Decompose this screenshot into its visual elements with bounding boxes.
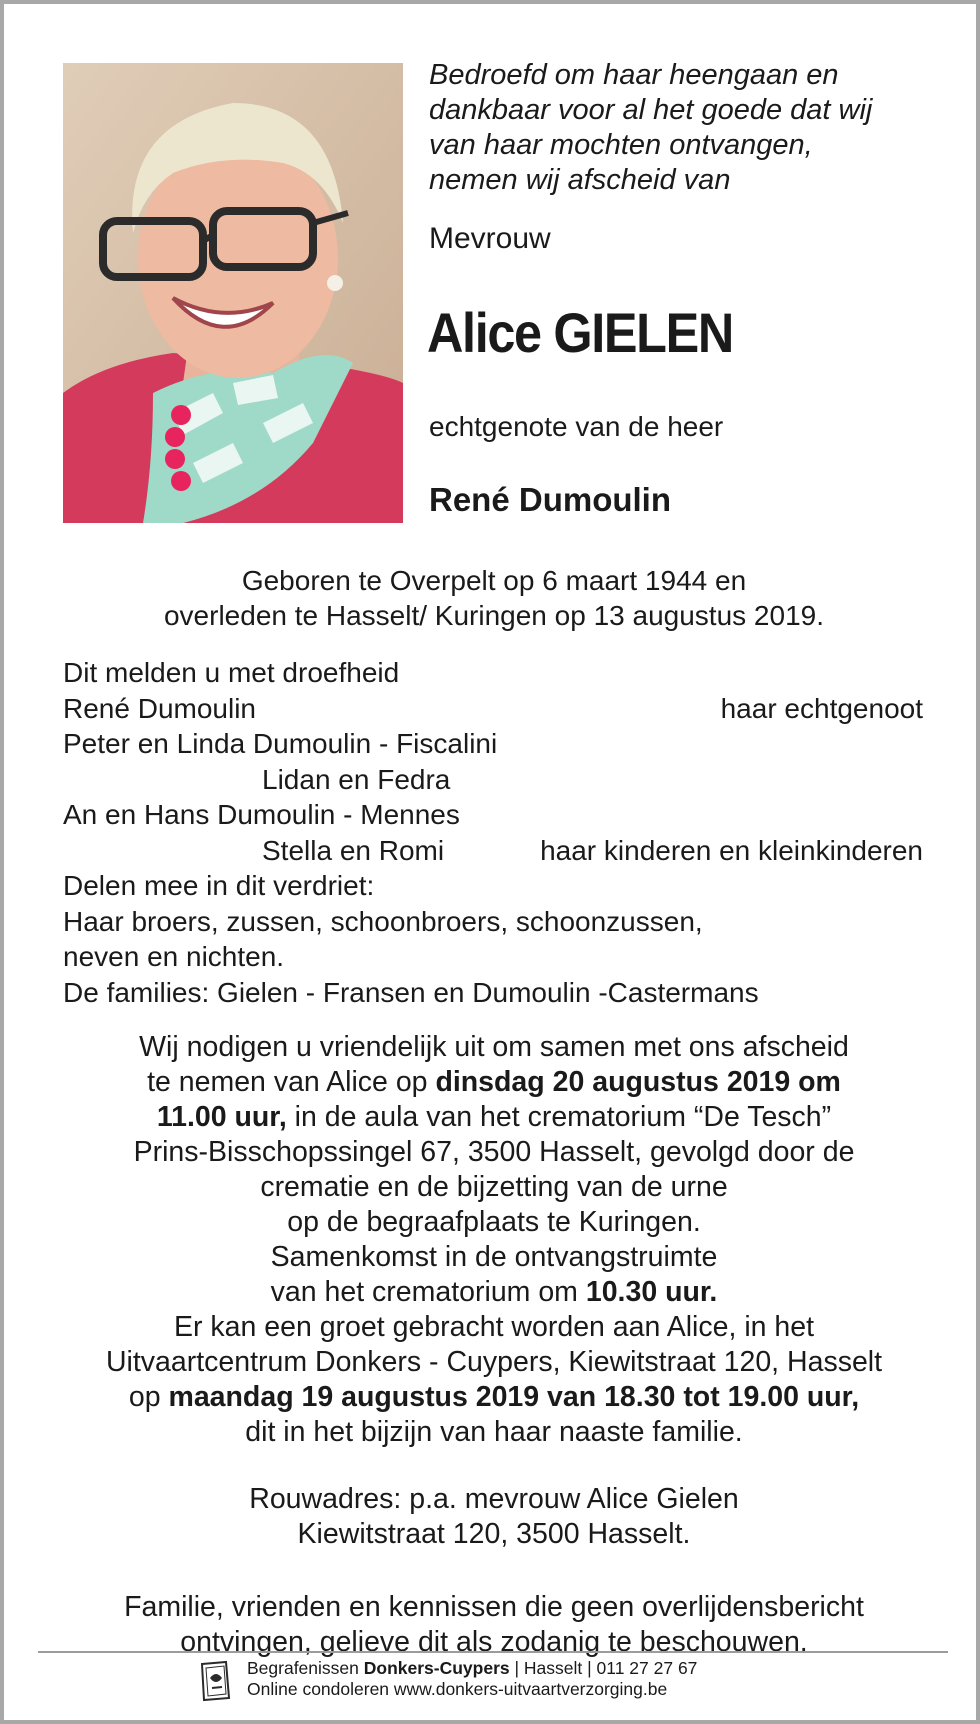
ceremony-time: 11.00 uur, [156, 1101, 287, 1133]
invitation-line [34, 1065, 954, 1100]
grandchildren-entry: Stella en Romi [262, 834, 445, 866]
footer-contact [247, 1658, 697, 1700]
family-row-grandchildren [63, 833, 923, 869]
closing-line: ontvingen, gelieve dit als zodanig te beschouwen. [180, 1626, 808, 1658]
visitation-datetime: maandag 19 augustus 2019 van 18.30 tot 19.00 uur, [168, 1381, 860, 1413]
share-intro [63, 868, 923, 904]
invitation-line: Er kan een groet gebracht worden aan Alice, in het [173, 1311, 815, 1343]
family-intro-text: Dit melden u met droefheid [63, 657, 400, 688]
intro-line: dankbaar voor al het goede dat wij [429, 94, 873, 126]
footer-label: Begrafenissen [247, 1658, 364, 1678]
family-row-child [63, 726, 923, 762]
family-list [63, 655, 923, 1010]
funeral-home-logo-icon [196, 1660, 232, 1702]
invitation-line: op de begraafplaats te Kuringen. [287, 1206, 701, 1238]
closing-note [34, 1590, 954, 1660]
footer-location-phone: | Hasselt | 011 27 27 67 [509, 1658, 698, 1678]
intro-line: nemen wij afscheid van [429, 164, 731, 196]
footer-divider [38, 1651, 948, 1653]
spouse-name: René Dumoulin [429, 481, 672, 518]
families-text: De families: Gielen - Fransen en Dumoulin -Castermans [63, 976, 759, 1008]
closing-line: Familie, vrienden en kennissen die geen overlijdensbericht [124, 1591, 864, 1623]
grandchildren-entry: Lidan en Fedra [262, 763, 451, 795]
gathering-time: 10.30 uur. [585, 1276, 718, 1308]
share-intro-text: Delen mee in dit verdriet: [63, 870, 375, 901]
portrait-illustration [63, 63, 403, 523]
footer-website[interactable]: Online condoleren www.donkers-uitvaartverzorging.be [247, 1679, 668, 1699]
intro-line: van haar mochten ontvangen, [429, 129, 813, 161]
invitation-line: Prins-Bisschopssingel 67, 3500 Hasselt, gevolgd door de [133, 1136, 855, 1168]
invitation-line: Uitvaartcentrum Donkers - Cuypers, Kiewitstraat 120, Hasselt [105, 1346, 883, 1378]
spouse-role: haar echtgenoot [720, 692, 923, 724]
death-line: overleden te Hasselt/ Kuringen op 13 augustus 2019. [163, 600, 824, 631]
ceremony-date: dinsdag 20 augustus 2019 om [435, 1066, 841, 1098]
intro-line: Bedroefd om haar heengaan en [429, 59, 839, 91]
deceased-name: Alice GIELEN [427, 301, 733, 364]
address-line: Rouwadres: p.a. mevrouw Alice Gielen [249, 1483, 739, 1515]
invitation-line: crematie en de bijzetting van de urne [260, 1171, 728, 1203]
funeral-home-name: Donkers-Cuypers [363, 1658, 510, 1678]
relatives-text: neven en nichten. [63, 941, 285, 972]
relatives-text: Haar broers, zussen, schoonbroers, schoonzussen, [63, 905, 703, 937]
invitation-part: in de aula van het crematorium “De Tesch” [286, 1101, 832, 1133]
address-line: Kiewitstraat 120, 3500 Hasselt. [297, 1518, 691, 1550]
birth-death-info [34, 563, 954, 633]
family-intro [63, 655, 923, 691]
child-entry: An en Hans Dumoulin - Mennes [63, 799, 460, 830]
portrait-photo [63, 63, 403, 523]
family-row-spouse [63, 691, 923, 727]
invitation-line: dit in het bijzijn van haar naaste familie. [245, 1416, 743, 1448]
invitation-line: Wij nodigen u vriendelijk uit om samen met ons afscheid [139, 1031, 849, 1063]
invitation-part: te nemen van Alice op [147, 1066, 436, 1098]
family-row-grandchildren [63, 762, 923, 798]
invitation-line: Samenkomst in de ontvangstruimte [270, 1241, 718, 1273]
spouse-entry: René Dumoulin [63, 692, 256, 724]
intro-text [429, 58, 949, 198]
invitation-line [34, 1275, 954, 1310]
relatives-line [63, 939, 923, 975]
mourning-address [34, 1482, 954, 1552]
honorific: Mevrouw [429, 222, 551, 255]
birth-line: Geboren te Overpelt op 6 maart 1944 en [241, 565, 747, 596]
invitation-part: op [128, 1381, 169, 1413]
spouse-intro: echtgenote van de heer [429, 411, 724, 442]
invitation-line [34, 1380, 954, 1415]
invitation-line [34, 1100, 954, 1135]
child-entry: Peter en Linda Dumoulin - Fiscalini [63, 728, 498, 759]
family-row-child [63, 797, 923, 833]
families-line [63, 975, 923, 1011]
relatives-line [63, 904, 923, 940]
invitation-part: van het crematorium om [270, 1276, 586, 1308]
footer-line-1 [247, 1658, 697, 1679]
children-role: haar kinderen en kleinkinderen [540, 834, 923, 866]
invitation-text [34, 1030, 954, 1450]
